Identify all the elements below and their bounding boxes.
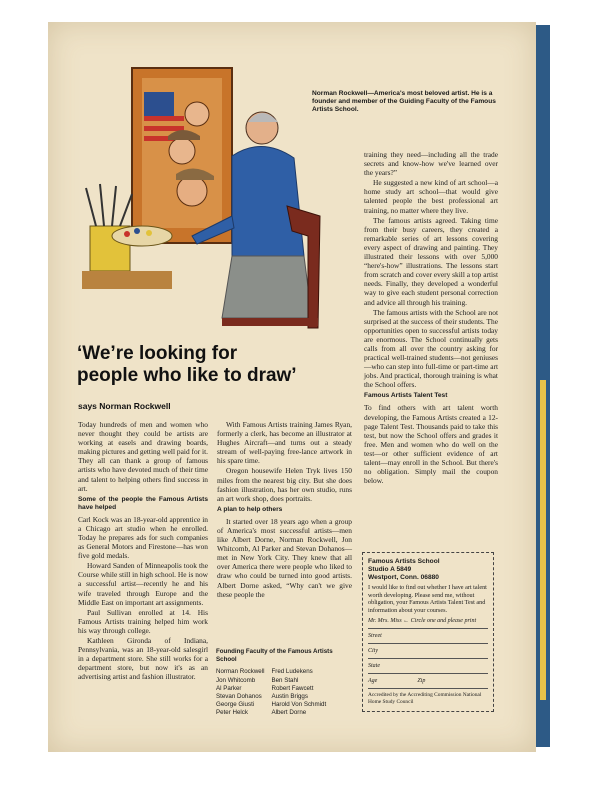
coupon-school-name: Famous Artists School	[368, 558, 440, 565]
paragraph: Oregon housewife Helen Tryk lives 150 miles from the nearest big city. But she does fashion illustration, has her own studio, runs an art work shop, does portraits.	[217, 466, 352, 503]
headline	[77, 343, 297, 387]
faculty-name: Ben Stahl	[271, 676, 299, 684]
paragraph: The famous artists with the School are not surprised at the success of their students. The opportunities open to successful artists today are enormous. The School continually gets calls from all over the country asking for practical well-trained students—not geniuses—who can step into full-time or part-time art jobs. And practical, thorough training is what the School offers.	[364, 307, 498, 390]
state-field[interactable]	[368, 663, 488, 674]
adjacent-page-accent	[540, 380, 546, 700]
paragraph: With Famous Artists training James Ryan, formerly a clerk, has become an illustrator at Hughes Aircraft—and turns out a steady stream of well-paying free-lance artwork in his spare time.	[217, 420, 352, 466]
rockwell-illustration	[82, 66, 322, 340]
title-label: Mr. Mrs. Miss	[368, 618, 402, 625]
faculty-title: Founding Faculty of the Famous Artists School	[216, 648, 333, 664]
faculty-name: Austin Briggs	[271, 693, 308, 701]
coupon-address: Westport, Conn. 06880	[368, 574, 439, 581]
circle-hint: ← Circle one and please print	[403, 618, 477, 625]
paragraph: Carl Kock was an 18-year-old apprentice in a Chicago art studio when he enrolled. Today he prepares ads for such companies as General Motors and Firestone—has won five gold medals.	[78, 514, 208, 561]
accreditation-note: Accredited by the Accrediting Commission National Home Study Council	[368, 692, 482, 705]
street-label: Street	[368, 633, 382, 640]
article-column-2	[217, 420, 352, 600]
faculty-name: Stevan Dohanos	[216, 693, 262, 701]
section-heading: A plan to help others	[217, 505, 283, 513]
article-column-1	[78, 420, 208, 682]
faculty-name: Peter Helck	[216, 709, 248, 717]
founding-faculty-box	[216, 648, 354, 718]
coupon-studio: Studio A 5849	[368, 566, 412, 573]
illustration-caption: Norman Rockwell—America's most beloved artist. He is a founder and member of the Guiding Faculty of the Famous Artists School.	[312, 90, 496, 113]
name-field[interactable]	[368, 618, 488, 629]
city-label: City	[368, 648, 378, 655]
faculty-name: George Giusti	[216, 701, 255, 709]
faculty-name: Al Parker	[216, 684, 242, 692]
section-heading: Some of the people the Famous Artists have helped	[78, 495, 208, 511]
mail-coupon[interactable]	[362, 552, 494, 712]
paragraph: Today hundreds of men and women who never thought they could be artists are working at easels and drawing boards, making pictures and getting well paid for it. They all can thank a group of famous artists who have devoted much of their time and talent to helping others find success in art.	[78, 420, 208, 493]
faculty-name: Jon Whitcomb	[216, 676, 256, 684]
paragraph: Kathleen Gironda of Indiana, Pennsylvania, was an 18-year-old salesgirl in a department store. She still works for a department store, but now it's as an advertising artist and fashion illustrator.	[78, 635, 208, 682]
state-label: State	[368, 663, 380, 670]
city-field[interactable]	[368, 648, 488, 659]
subheadline: says Norman Rockwell	[78, 401, 171, 411]
headline-line-1: ‘We’re looking for	[77, 343, 238, 364]
faculty-name: Harold Von Schmidt	[271, 701, 327, 709]
coupon-body: I would like to find out whether I have art talent worth developing. Please send me, without obligation, your Famous Artists Talent Test and information about your courses.	[368, 584, 487, 614]
faculty-name: Robert Fawcett	[271, 684, 314, 692]
age-zip-field[interactable]	[368, 678, 488, 689]
paragraph: The famous artists agreed. Taking time from their busy careers, they created a remarkable series of art lessons covering every aspect of drawing and painting. They illustrated their lessons with over 5,000 “here's-how” illustrations. The lessons start from scratch and cover every skill a top artist needs. Finally, they developed a wonderful way to give each student personal correction and advice all through his training.	[364, 215, 498, 307]
paragraph: He suggested a new kind of art school—a home study art school—that would give talented people the best professional art training, no matter where they live.	[364, 178, 498, 215]
street-field[interactable]	[368, 633, 488, 644]
paragraph: Howard Sanden of Minneapolis took the Course while still in high school. He is now a successful artist—recently he and his wife traveled through Europe and the Middle East on important art assignments.	[78, 561, 208, 607]
article-column-3	[364, 150, 498, 486]
paragraph: training they need—including all the trade secrets and know-how we've learned over the years?”	[364, 150, 498, 178]
section-heading: Famous Artists Talent Test	[364, 392, 448, 400]
faculty-name: Albert Dorne	[271, 709, 307, 717]
paragraph: It started over 18 years ago when a group of America's most successful artists—men like Albert Dorne, Norman Rockwell, Jon Whitcomb, Al Parker and Stevan Dohanos—met in New York City. They knew that all over America there were people who liked to draw who could be turned into good artists. Albert Dorne asked, “Why can't we give these people the	[217, 516, 352, 599]
paragraph: Paul Sullivan enrolled at 14. His Famous Artists training helped him work his way through college.	[78, 607, 208, 635]
faculty-name: Fred Ludekens	[271, 668, 313, 676]
headline-line-2: people who like to draw’	[77, 365, 297, 386]
age-label: Age	[368, 678, 378, 685]
paragraph: To find others with art talent worth developing, the Famous Artists created a 12-page Talent Test. Thousands paid to take this test, but now the School offers and grades it free. Men and women who do well on the test—or other sufficient evidence of art talent—may enroll in the School. But there's no obligation. Simply mail the coupon below.	[364, 403, 498, 486]
faculty-name: Norman Rockwell	[216, 668, 265, 676]
faculty-list	[216, 668, 333, 717]
zip-label: Zip	[417, 678, 426, 685]
